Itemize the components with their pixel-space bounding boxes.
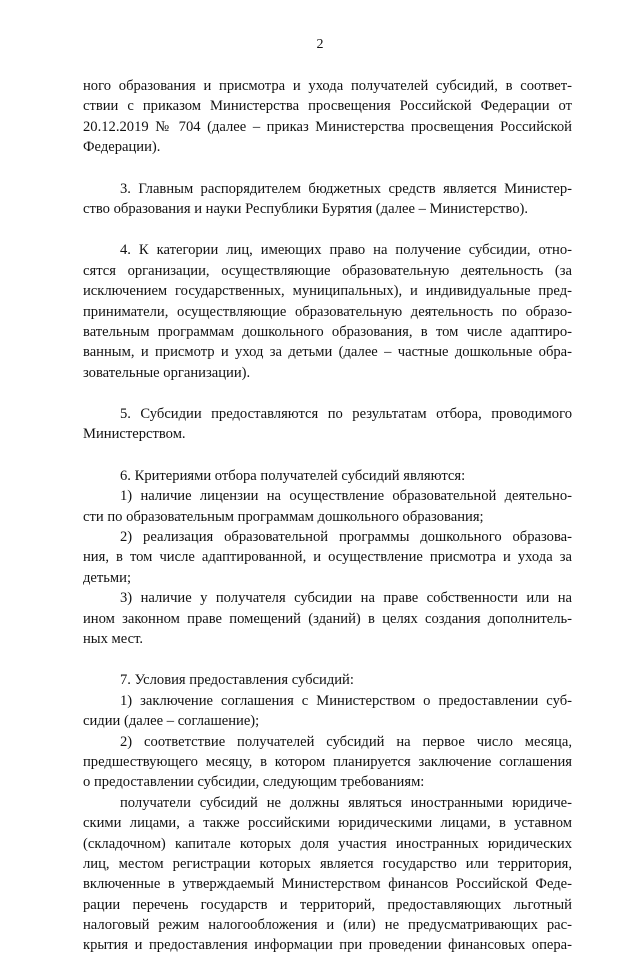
- text-line: ствии с приказом Министерства просвещения Российской Федерации от: [83, 98, 572, 115]
- text-line: лиц, местом регистрации которых является государство или территория,: [83, 855, 572, 872]
- text-line: крытия и предоставления информации при проведении финансовых опера-: [83, 937, 572, 954]
- paragraph-gap: [83, 158, 572, 179]
- text-line: 5. Субсидии предоставляются по результатам отбора, проводимого: [120, 406, 572, 423]
- paragraph-block: [83, 179, 572, 220]
- text-line: 1) наличие лицензии на осуществление образовательной деятельно-: [120, 488, 572, 505]
- paragraph-gap: [83, 383, 572, 404]
- text-line: (складочном) капитале которых доля участия иностранных юридических: [83, 835, 572, 852]
- text-line: 4. К категории лиц, имеющих право на получение субсидии, отно-: [120, 242, 572, 259]
- text-line: зовательные организации).: [83, 364, 251, 381]
- text-line: 1) заключение соглашения с Министерством о предоставлении суб-: [120, 692, 572, 709]
- text-line: Министерством.: [83, 426, 186, 443]
- text-line: 3. Главным распорядителем бюджетных средств является Министер-: [120, 180, 572, 197]
- paragraph-block: [83, 240, 572, 383]
- paragraph-block: [83, 404, 572, 445]
- paragraph-block: [83, 76, 572, 158]
- text-line: рации перечень государств и территорий, предоставляющих льготный: [83, 896, 572, 913]
- paragraph-block: [83, 670, 572, 955]
- text-line: скими лицами, а также российскими юридическими лицами, в уставном: [83, 815, 572, 832]
- paragraph-block: [83, 466, 572, 650]
- text-line: включенные в утверждаемый Министерством финансов Российской Феде-: [83, 876, 572, 893]
- text-line: сятся организации, осуществляющие образовательную деятельность (за: [83, 262, 572, 279]
- text-line: приниматели, осуществляющие образовательную деятельность по образо-: [83, 303, 572, 320]
- text-line: детьми;: [83, 569, 132, 586]
- text-line: о предоставлении субсидии, следующим требованиям:: [83, 774, 425, 791]
- text-line: 7. Условия предоставления субсидий:: [120, 672, 354, 689]
- document-body: [83, 76, 572, 956]
- text-line: 2) соответствие получателей субсидий на первое число месяца,: [120, 733, 572, 750]
- paragraph-gap: [83, 219, 572, 240]
- text-line: сти по образовательным программам дошкольного образования;: [83, 508, 484, 525]
- text-line: вательным программам дошкольного образования, в том числе адаптиро-: [83, 323, 572, 340]
- text-line: 3) наличие у получателя субсидии на праве собственности или на: [120, 590, 572, 607]
- text-line: налоговый режим налогообложения и (или) не предусматривающих рас-: [83, 917, 572, 934]
- text-line: 20.12.2019 № 704 (далее – приказ Министерства просвещения Российской: [83, 118, 572, 135]
- text-line: исключением государственных, муниципальных), и индивидуальные пред-: [83, 283, 572, 300]
- page-number: 2: [316, 37, 324, 52]
- text-line: Федерации).: [83, 139, 161, 156]
- text-line: получатели субсидий не должны являться иностранными юридиче-: [120, 794, 572, 811]
- paragraph-gap: [83, 649, 572, 670]
- text-line: ния, в том числе адаптированной, и осуществление присмотра и ухода за: [83, 549, 572, 566]
- text-line: сидии (далее – соглашение);: [83, 713, 260, 730]
- text-line: предшествующего месяцу, в котором планируется заключение соглашения: [83, 753, 572, 770]
- text-line: ванным, и присмотр и уход за детьми (далее – частные дошкольные обра-: [83, 344, 572, 361]
- text-line: 2) реализация образовательной программы дошкольного образова-: [120, 529, 572, 546]
- text-line: ином законном праве помещений (зданий) в целях создания дополнитель-: [83, 610, 572, 627]
- paragraph-gap: [83, 445, 572, 466]
- text-line: 6. Критериями отбора получателей субсидий являются:: [120, 467, 466, 484]
- text-line: ство образования и науки Республики Бурятия (далее – Министерство).: [83, 200, 529, 217]
- text-line: ного образования и присмотра и ухода получателей субсидий, в соответ-: [83, 78, 572, 94]
- text-line: ных мест.: [83, 630, 144, 647]
